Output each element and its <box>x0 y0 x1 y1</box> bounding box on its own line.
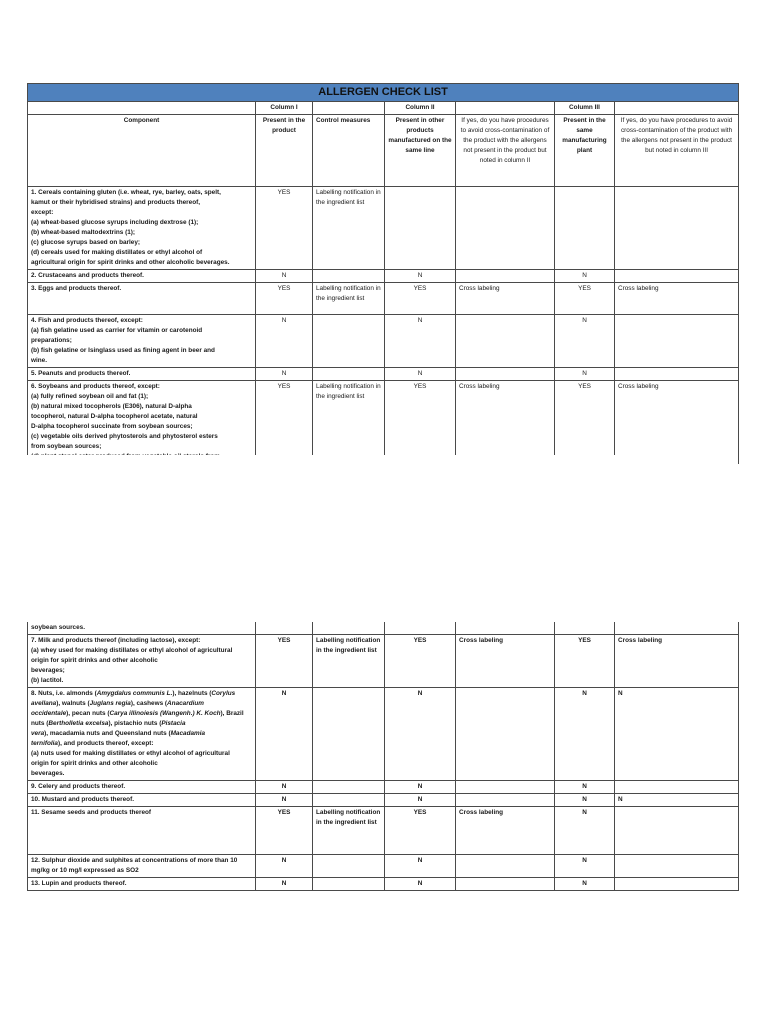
table-row <box>28 781 739 794</box>
table-row <box>28 381 739 464</box>
present-other-products-cell: N <box>385 781 456 794</box>
present-in-product-cell: N <box>256 688 313 781</box>
component-cell: soybean sources. <box>28 622 256 635</box>
table-row <box>28 635 739 688</box>
present-other-products-cell: N <box>385 315 456 368</box>
present-in-plant-cell: YES <box>555 283 615 315</box>
present-in-product-cell: N <box>256 855 313 878</box>
column-group-2: Column II <box>385 102 456 115</box>
component-cell: 12. Sulphur dioxide and sulphites at concentrations of more than 10 mg/kg or 10 mg/l expressed as SO2 <box>28 855 256 878</box>
present-in-product-cell: N <box>256 315 313 368</box>
component-cell: 3. Eggs and products thereof. <box>28 283 256 315</box>
present-other-products-cell: YES <box>385 807 456 855</box>
present-other-products-cell: N <box>385 368 456 381</box>
procedures-column-3-cell: N <box>615 688 739 781</box>
component-cell: 2. Crustaceans and products thereof. <box>28 270 256 283</box>
present-in-plant-cell: YES <box>555 635 615 688</box>
header-procedures-column-3: If yes, do you have procedures to avoid cross-contamination of the product with the allergens not present in the product but noted in column III <box>615 115 739 187</box>
control-measures-cell: Labelling notification in the ingredient list <box>313 635 385 688</box>
header-present-in-product: Present in the product <box>256 115 313 187</box>
table-row <box>28 878 739 891</box>
procedures-column-2-cell: Cross labeling <box>456 283 555 315</box>
present-in-plant-cell: N <box>555 878 615 891</box>
column-group-1: Column I <box>256 102 313 115</box>
header-present-other-products: Present in other products manufactured on the same line <box>385 115 456 187</box>
component-cell: 13. Lupin and products thereof. <box>28 878 256 891</box>
present-other-products-cell: N <box>385 855 456 878</box>
control-measures-cell: Labelling notification in the ingredient list <box>313 807 385 855</box>
table-row <box>28 315 739 368</box>
procedures-column-2-cell: Cross labeling <box>456 381 555 464</box>
present-other-products-cell: N <box>385 688 456 781</box>
present-in-plant-cell: YES <box>555 381 615 464</box>
table-row <box>28 855 739 878</box>
allergen-table-part-2 <box>27 622 739 891</box>
table-row <box>28 688 739 781</box>
control-measures-cell: Labelling notification in the ingredient list <box>313 187 385 270</box>
present-in-plant-cell: N <box>555 794 615 807</box>
present-in-plant-cell: N <box>555 855 615 878</box>
present-in-product-cell: N <box>256 878 313 891</box>
table-row <box>28 187 739 270</box>
header-procedures-column-2: If yes, do you have procedures to avoid cross-contamination of the product with the allergens not present in the product but noted in column II <box>456 115 555 187</box>
component-cell: 6. Soybeans and products thereof, except: (a) fully refined soybean oil and fat (1); (b) natural mixed tocopherols (E306), natural D-alpha tocopherol, natural D-alpha tocopherol acetate, natural D-alpha tocopherol succinate from soybean sources; (c) vegetable oils derived phytosterols and phytosterol esters from soybean sources; <box>28 381 256 464</box>
present-in-product-cell: N <box>256 781 313 794</box>
table-row-continuation <box>28 622 739 635</box>
page-break-gap <box>27 455 738 622</box>
present-in-plant-cell: N <box>555 315 615 368</box>
present-in-product-cell: N <box>256 368 313 381</box>
present-in-plant-cell: N <box>555 807 615 855</box>
present-other-products-cell: YES <box>385 283 456 315</box>
table-row <box>28 368 739 381</box>
allergen-table-part-1 <box>27 83 739 464</box>
procedures-column-3-cell: Cross labeling <box>615 381 739 464</box>
procedures-column-3-cell: N <box>615 794 739 807</box>
procedures-column-3-cell: Cross labeling <box>615 283 739 315</box>
present-in-plant-cell: N <box>555 270 615 283</box>
procedures-column-2-cell: Cross labeling <box>456 635 555 688</box>
component-cell: 7. Milk and products thereof (including lactose), except: (a) whey used for making distillates or ethyl alcohol of agricultural origin for spirit drinks and other alcoholic beverages; (b) lactitol. <box>28 635 256 688</box>
present-in-product-cell: YES <box>256 283 313 315</box>
component-cell: 9. Celery and products thereof. <box>28 781 256 794</box>
present-other-products-cell: YES <box>385 635 456 688</box>
present-in-product-cell: N <box>256 794 313 807</box>
present-in-plant-cell: N <box>555 781 615 794</box>
control-measures-cell: Labelling notification in the ingredient list <box>313 283 385 315</box>
present-in-product-cell: N <box>256 270 313 283</box>
present-other-products-cell: N <box>385 270 456 283</box>
table-row <box>28 807 739 855</box>
header-control-measures: Control measures <box>313 115 385 187</box>
table-row <box>28 283 739 315</box>
present-in-plant-cell: N <box>555 688 615 781</box>
component-cell: 5. Peanuts and products thereof. <box>28 368 256 381</box>
component-cell: 11. Sesame seeds and products thereof <box>28 807 256 855</box>
component-cell: 1. Cereals containing gluten (i.e. wheat, rye, barley, oats, spelt, kamut or their hybridised strains) and products thereof, except: (a) wheat-based glucose syrups including dextrose (1); (b) wheat-based maltodextrins (1); (c) glucose syrups based on barley; (d) cereals used for making distillates or ethyl alcohol of agricultural origin for spirit drinks and other alcoholic beverages. <box>28 187 256 270</box>
procedures-column-3-cell: Cross labeling <box>615 635 739 688</box>
table-title: ALLERGEN CHECK LIST <box>28 84 739 102</box>
present-in-product-cell: YES <box>256 635 313 688</box>
component-cell: 10. Mustard and products thereof. <box>28 794 256 807</box>
procedures-column-2-cell: Cross labeling <box>456 807 555 855</box>
header-component: Component <box>28 115 256 187</box>
present-in-product-cell: YES <box>256 807 313 855</box>
header-present-in-plant: Present in the same manufacturing plant <box>555 115 615 187</box>
table-row <box>28 270 739 283</box>
component-cell: 4. Fish and products thereof, except: (a) fish gelatine used as carrier for vitamin or carotenoid preparations; (b) fish gelatine or Isinglass used as fining agent in beer and wine. <box>28 315 256 368</box>
present-other-products-cell: YES <box>385 381 456 464</box>
present-in-plant-cell: N <box>555 368 615 381</box>
column-group-3: Column III <box>555 102 615 115</box>
present-other-products-cell: N <box>385 794 456 807</box>
present-other-products-cell: N <box>385 878 456 891</box>
component-cell: 8. Nuts, i.e. almonds (Amygdalus communis L.), hazelnuts (Corylus avellana), walnuts (Juglans regia), cashews (Anacardium occidentale), pecan nuts (Carya illinoiesis (Wangenh.) K. Koch), Brazil nuts (Bertholletia excelsa), pistachio nuts (Pistacia vera), macadamia nuts and Queensland nuts (Macadamia ternifolia), and products thereof, except: (a) nuts used for making distillates or ethyl alcohol of agricultural origin for spirit drinks and other alcoholic beverages. <box>28 688 256 781</box>
present-in-product-cell: YES <box>256 187 313 270</box>
present-in-product-cell: YES <box>256 381 313 464</box>
control-measures-cell: Labelling notification in the ingredient list <box>313 381 385 464</box>
table-row <box>28 794 739 807</box>
